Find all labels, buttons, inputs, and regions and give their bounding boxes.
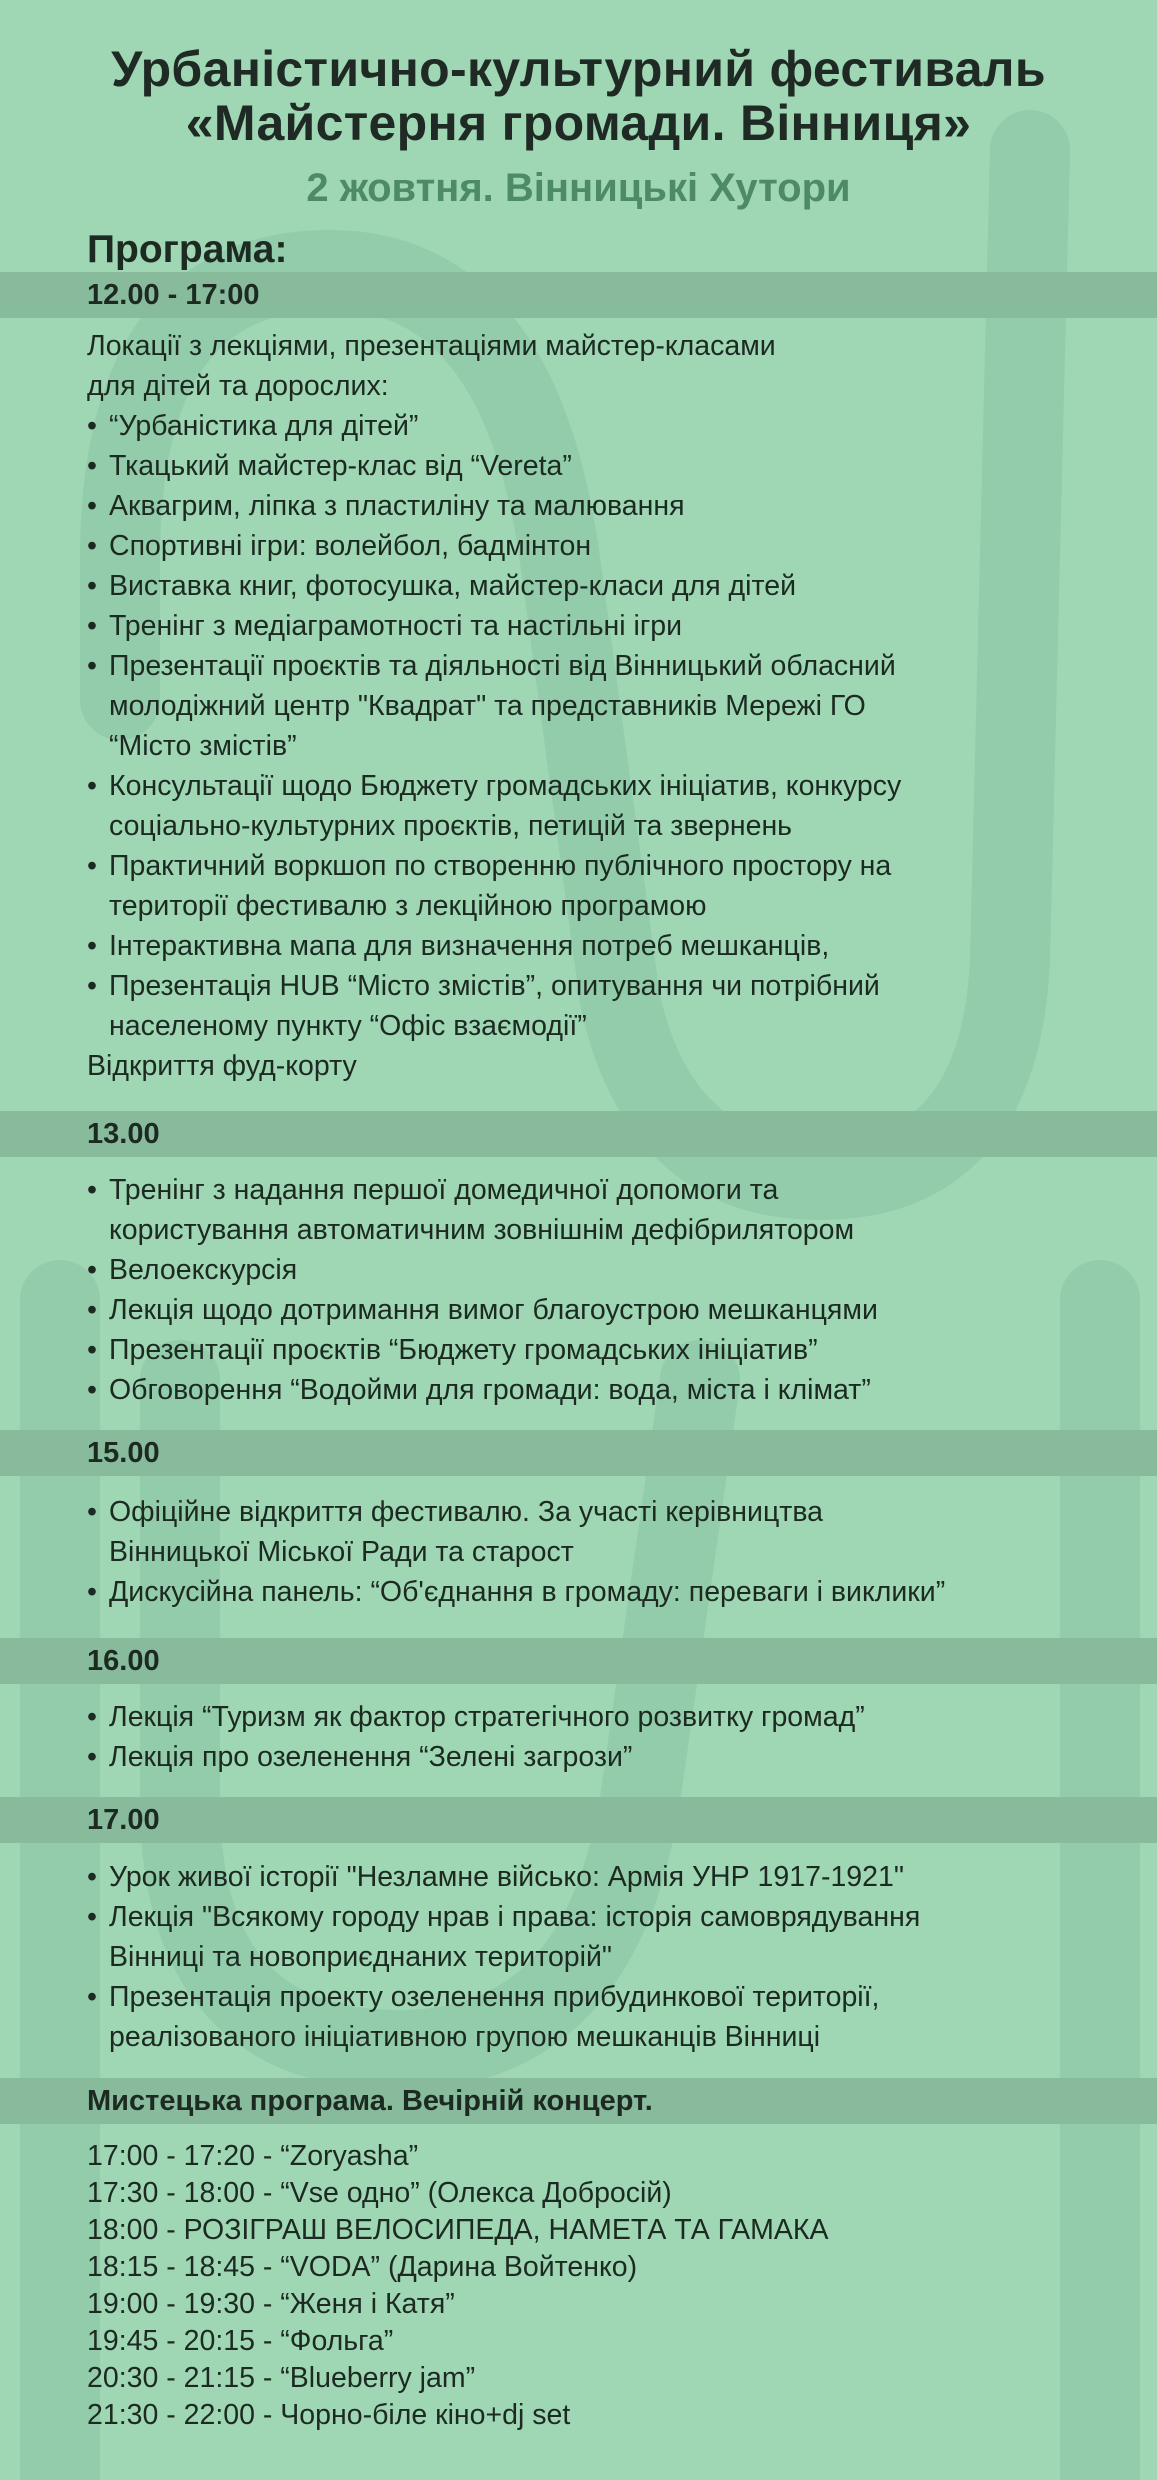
list-item: • Ткацький майстер-клас від “Vereta”: [87, 446, 1127, 486]
list-item-continued: реалізованого ініціативною групою мешканців Вінниці: [109, 2021, 821, 2053]
list-item: • Лекція "Всякому городу нрав і права: історія самоврядування: [87, 1897, 1127, 1937]
schedule-row: 18:00 - РОЗІГРАШ ВЕЛОСИПЕДА, НАМЕТА ТА ГАМАКА: [87, 2214, 829, 2246]
list-item: • Інтерактивна мапа для визначення потреб мешканців,: [87, 926, 1127, 966]
list-item: • Презентації проєктів та діяльності від Вінницький обласний: [87, 646, 1127, 686]
title-line-2: «Майстерня громади. Вінниця»: [185, 95, 972, 151]
list-item-continued: Вінниці та новоприєднаних територій": [109, 1941, 613, 1973]
concert-schedule: [87, 2138, 1127, 2434]
schedule-row: 18:15 - 18:45 - “VODA” (Дарина Войтенко): [87, 2251, 638, 2283]
list-item: • Тренінг з медіаграмотності та настільні ігри: [87, 606, 1127, 646]
time-band-1600: 16.00: [0, 1638, 1157, 1684]
schedule-row: 17:30 - 18:00 - “Vse одно” (Олекса Добросій): [87, 2177, 672, 2209]
schedule-row: 19:00 - 19:30 - “Женя і Катя”: [87, 2288, 455, 2320]
schedule-row: 21:30 - 22:00 - Чорно-біле кіно+dj set: [87, 2399, 571, 2431]
list-item-continued: молодіжний центр "Квадрат" та представників Мережі ГО: [109, 690, 866, 722]
list-item: • Лекція щодо дотримання вимог благоустрою мешканцями: [87, 1290, 1127, 1330]
section-intro: для дітей та дорослих:: [87, 370, 389, 402]
title-line-1: Урбаністично-культурний фестиваль: [111, 41, 1046, 97]
list-item: • Спортивні ігри: волейбол, бадмінтон: [87, 526, 1127, 566]
list-item: • Дискусійна панель: “Об'єднання в громаду: переваги і виклики”: [87, 1572, 1127, 1612]
schedule-row: 17:00 - 17:20 - “Zoryasha”: [87, 2140, 419, 2172]
festival-date-location: 2 жовтня. Вінницькі Хутори: [306, 166, 851, 210]
list-item: • “Урбаністика для дітей”: [87, 406, 1127, 446]
list-item: • Офіційне відкриття фестивалю. За участі керівництва: [87, 1492, 1127, 1532]
time-band-1500: 15.00: [0, 1430, 1157, 1476]
list-item: • Консультації щодо Бюджету громадських ініціатив, конкурсу: [87, 766, 1127, 806]
section-intro: Локації з лекціями, презентаціями майстер-класами: [87, 330, 776, 362]
list-item: • Презентації проєктів “Бюджету громадських ініціатив”: [87, 1330, 1127, 1370]
list-item: • Тренінг з надання першої домедичної допомоги та: [87, 1170, 1127, 1210]
program-heading: Програма:: [87, 228, 288, 271]
list-item: • Презентація HUB “Місто змістів”, опитування чи потрібний: [87, 966, 1127, 1006]
schedule-row: 19:45 - 20:15 - “Фольга”: [87, 2325, 394, 2357]
list-item-continued: користування автоматичним зовнішнім дефібрилятором: [109, 1214, 855, 1246]
list-item: • Практичний воркшоп по створенню публічного простору на: [87, 846, 1127, 886]
section-1500-content: [87, 1492, 1127, 1612]
schedule-row: 20:30 - 21:15 - “Blueberry jam”: [87, 2362, 476, 2394]
list-item-continued: території фестивалю з лекційною програмою: [109, 890, 707, 922]
list-item: • Лекція про озеленення “Зелені загрози”: [87, 1737, 1127, 1777]
list-item: • Презентація проекту озеленення прибудинкової території,: [87, 1977, 1127, 2017]
festival-title: [0, 0, 1157, 150]
list-item: • Урок живої історії "Незламне військо: Армія УНР 1917-1921": [87, 1857, 1127, 1897]
list-item-continued: “Місто змістів”: [109, 730, 297, 762]
section-1300-content: [87, 1170, 1127, 1410]
section-footer: Відкриття фуд-корту: [87, 1050, 357, 1082]
time-band-1700: 17.00: [0, 1797, 1157, 1843]
list-item: • Обговорення “Водойми для громади: вода, міста і клімат”: [87, 1370, 1127, 1410]
list-item-continued: соціально-культурних проєктів, петицій та звернень: [109, 810, 793, 842]
list-item: • Виставка книг, фотосушка, майстер-класи для дітей: [87, 566, 1127, 606]
list-item: • Велоекскурсія: [87, 1250, 1127, 1290]
concert-band: Мистецька програма. Вечірній концерт.: [0, 2078, 1157, 2124]
list-item-continued: Вінницької Міської Ради та старост: [109, 1536, 574, 1568]
section-1600-content: [87, 1697, 1127, 1777]
list-item: • Лекція “Туризм як фактор стратегічного розвитку громад”: [87, 1697, 1127, 1737]
time-band-1200: 12.00 - 17:00: [0, 272, 1157, 318]
time-band-1300: 13.00: [0, 1111, 1157, 1157]
section-1200-content: [87, 326, 1127, 1086]
list-item-continued: населеному пункту “Офіс взаємодії”: [109, 1010, 587, 1042]
section-1700-content: [87, 1857, 1127, 2057]
list-item: • Аквагрим, ліпка з пластиліну та малювання: [87, 486, 1127, 526]
